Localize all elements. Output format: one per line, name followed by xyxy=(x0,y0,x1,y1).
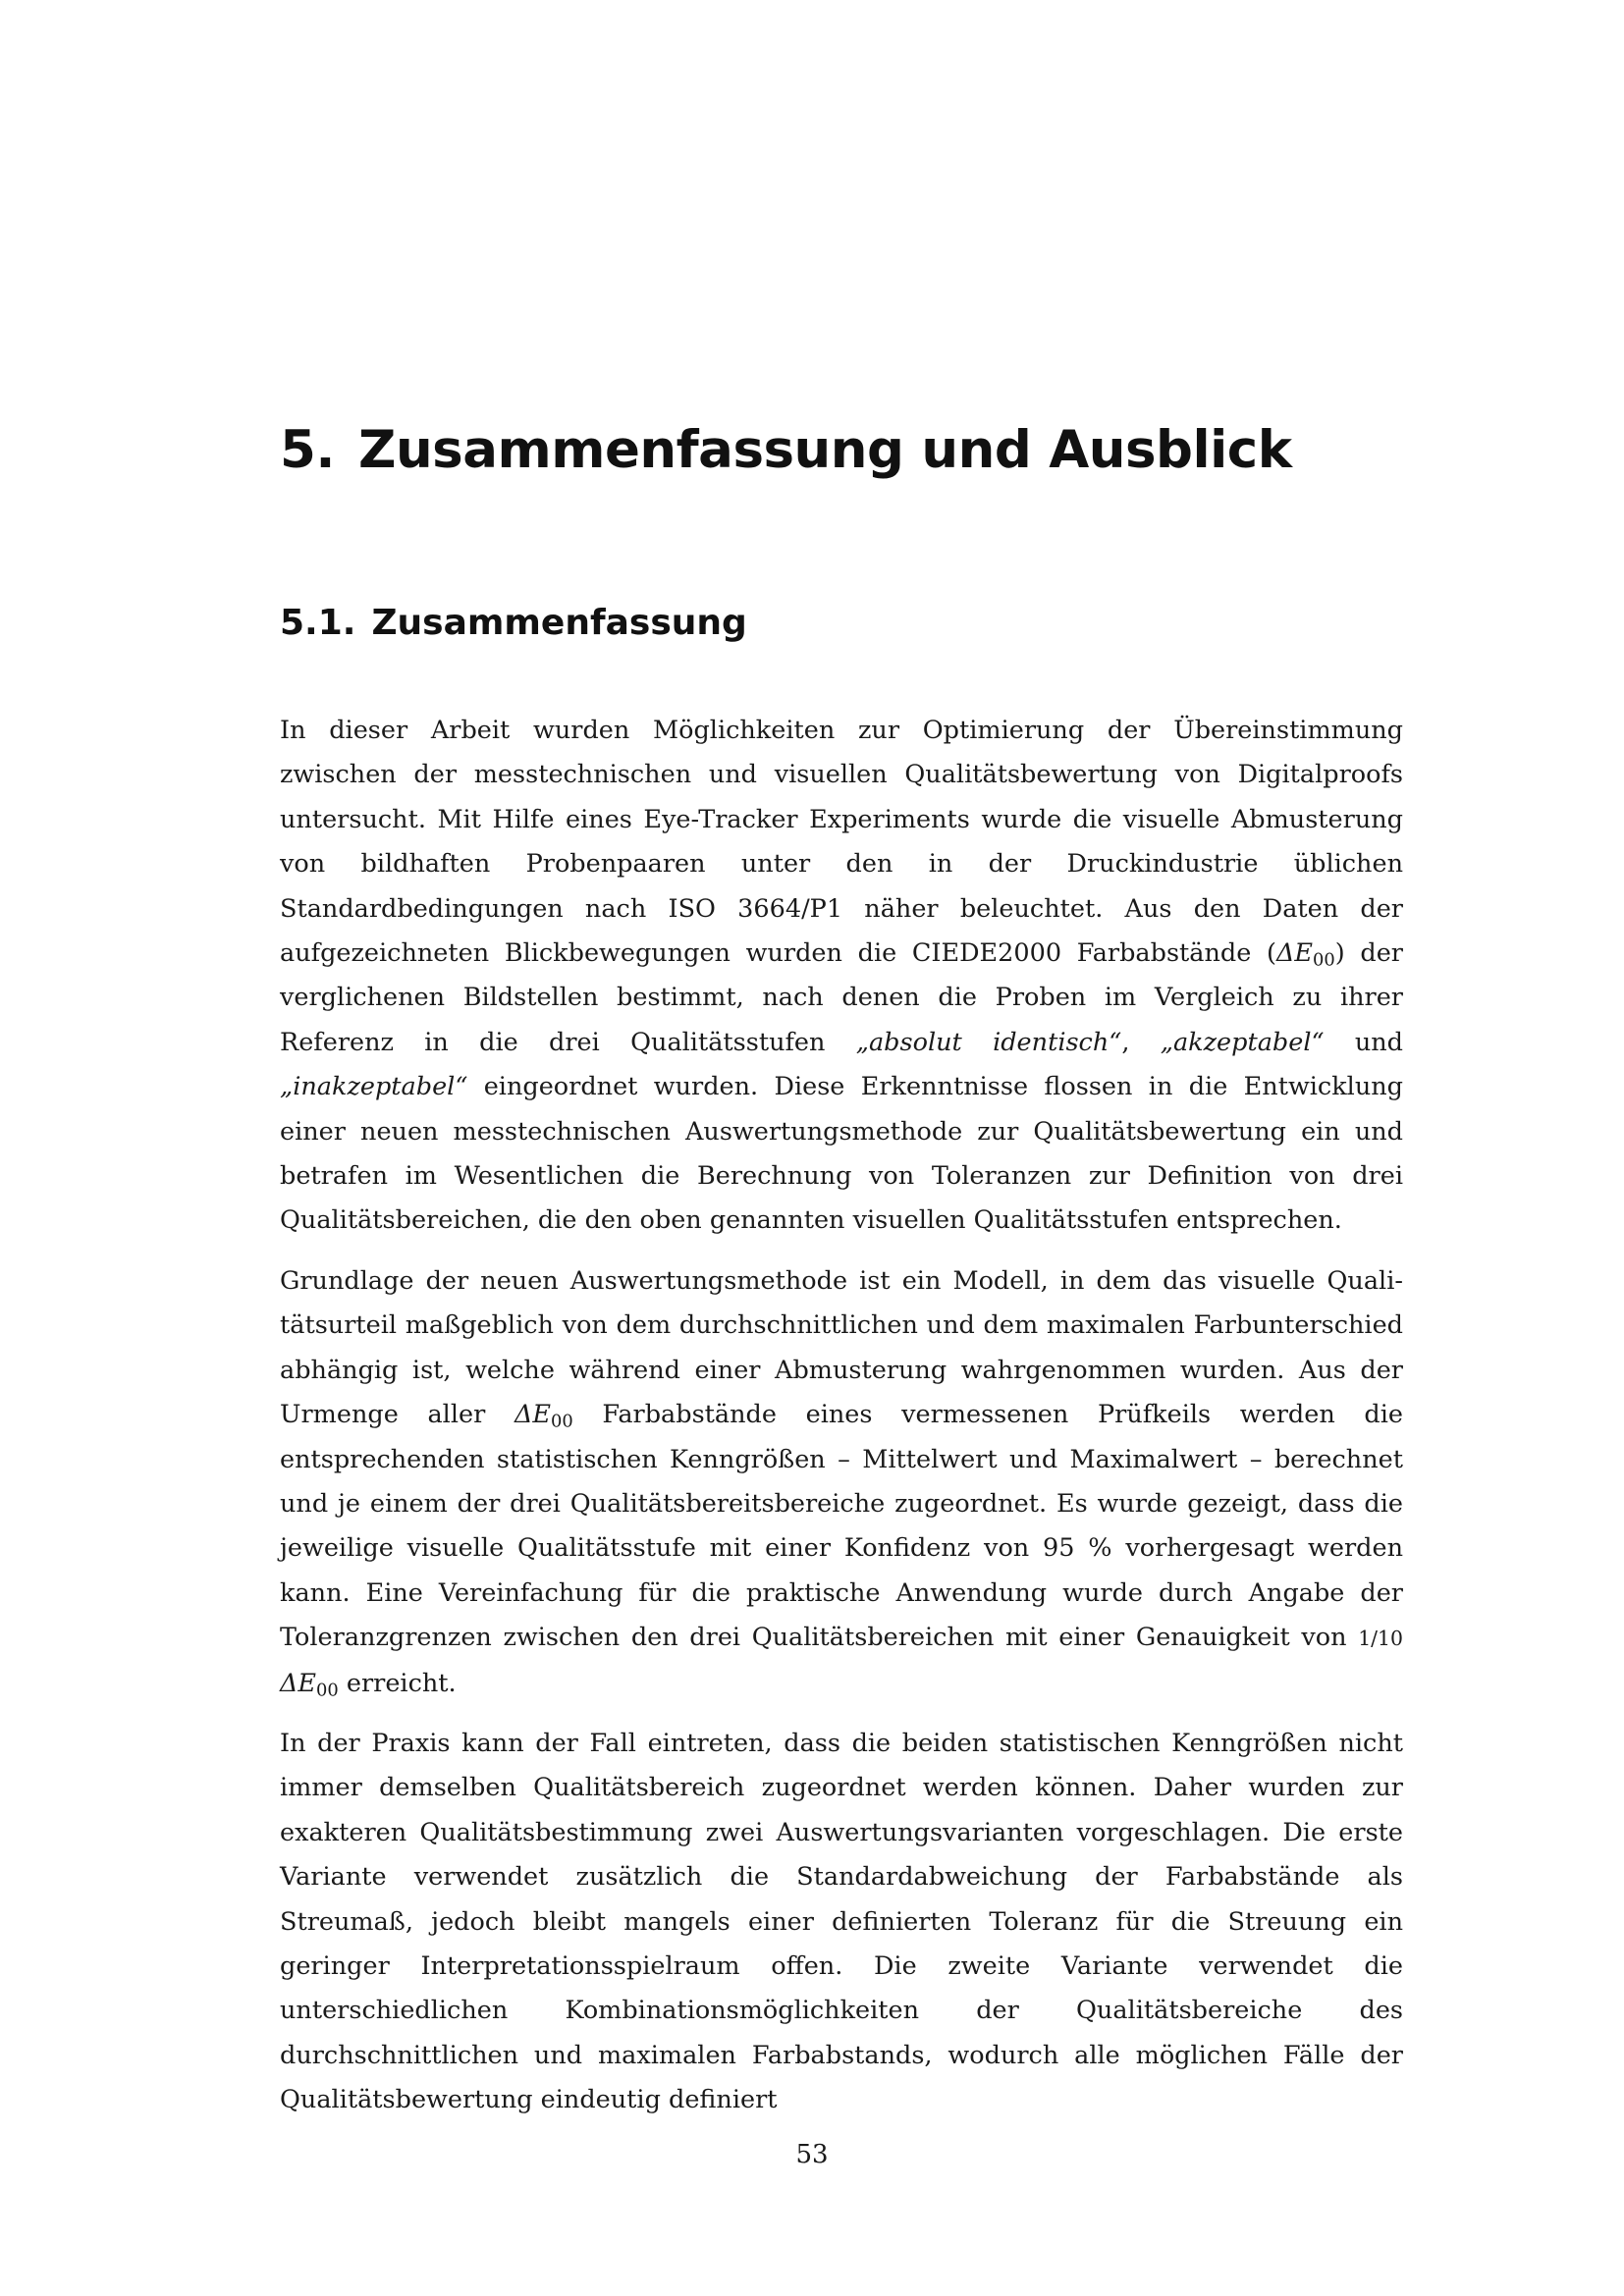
paragraph-2-part-2: Farbabstände eines vermessenen Prüfkeils werden die entsprechenden statistischen Kenngrößen – Mittelwert und Maximalwert – berechnet und je einem der drei Qualitätsbereitsbereiche zugeordnet. Es wurde gezeigt, dass die jeweilige visuelle Qualitätsstufe mit einer Konfidenz von 95 % vorhergesagt werden kann. Eine Vereinfachung für die praktische Anwendung wurde durch Angabe der Toleranzgrenzen zwischen den drei Qualitätsbereichen mit einer Genauigkeit von xyxy=(280,1400,1403,1653)
quality-level-unacceptable: „inakzeptabel“ xyxy=(280,1072,468,1102)
page-number: 53 xyxy=(795,2140,829,2169)
fraction: 1/10 xyxy=(1358,1627,1403,1651)
section-title-text: Zusammenfassung xyxy=(371,603,747,643)
paragraph-1 xyxy=(280,709,1403,1244)
chapter-number: 5. xyxy=(280,420,336,480)
paragraph-1-part-2: ) der verglichenen Bildstellen bestimmt, nach denen die Proben im Vergleich zu ihrer Referenz in die drei Qualitätsstufen xyxy=(280,938,1403,1057)
delta-e-symbol: ΔE xyxy=(280,1668,317,1698)
delta-e-subscript: 00 xyxy=(550,1411,573,1432)
delta-e-subscript: 00 xyxy=(316,1679,339,1700)
paragraph-3: In der Praxis kann der Fall eintreten, dass die beiden statistischen Kenngrößen nicht immer demselben Qualitätsbereich zugeordnet werden können. Daher wurden zur exakteren Qualitätsbestimmung zwei Auswertungsvarianten vorgeschlagen. Die erste Variante verwendet zusätzlich die Standardabweichung der Farbabstände als Streumaß, jedoch bleibt mangels einer definierten Toleranz für die Streuung ein geringer Interpretationsspielraum offen. Die zweite Variante verwendet die unterschiedlichen Kombinationsmöglichkeiten der Qualitätsbereiche des durchschnittlichen und maximalen Farbabstands, wodurch alle möglichen Fälle der Qualitätsbewertung eindeutig definiert xyxy=(280,1728,1403,2115)
quality-level-identical: „absolut identisch“ xyxy=(855,1027,1122,1057)
quality-level-acceptable: „akzeptabel“ xyxy=(1160,1027,1325,1057)
delta-e-symbol: ΔE xyxy=(514,1400,551,1430)
paragraph-2-part-1: Grundlage der neuen Auswertungsmethode ist ein Modell, in dem das visuelle Qualitätsurteil maßgeblich von dem durchschnittlichen und dem maximalen Farbunterschied abhängig ist, welche während einer Abmusterung wahrgenommen wurden. Aus der Urmenge aller xyxy=(280,1265,1403,1430)
section-number: 5.1. xyxy=(280,603,356,643)
chapter-heading xyxy=(280,420,1291,480)
separator-und: und xyxy=(1324,1027,1403,1057)
section-heading xyxy=(280,603,747,643)
paragraph-2-part-3: erreicht. xyxy=(338,1668,457,1698)
paragraph-2 xyxy=(280,1259,1403,1706)
paragraph-1-part-1: In dieser Arbeit wurden Möglichkeiten zur Optimierung der Übereinstimmung zwischen der messtechnischen und visuellen Qualitätsbewertung von Digitalproofs untersucht. Mit Hilfe eines Eye-Tracker Experiments wurde die visuelle Abmusterung von bildhaften Probenpaaren unter den in der Druckindustrie üblichen Standardbedingungen nach ISO 3664/P1 näher beleuchtet. Aus den Daten der aufgezeichneten Blickbewegungen wurden die CIEDE2000 Farbabstände ( xyxy=(280,716,1403,969)
body-text xyxy=(280,709,1403,2139)
delta-e-subscript: 00 xyxy=(1313,949,1335,971)
paragraph-1-part-3: eingeordnet wurden. Diese Erkenntnisse flossen in die Entwicklung einer neuen messtechnischen Auswertungsmethode zur Qualitätsbewertung ein und betrafen im Wesentlichen die Berechnung von Toleranzen zur Definition von drei Qualitätsbereichen, die den oben genannten visuellen Qualitätsstufen entsprechen. xyxy=(280,1072,1403,1236)
chapter-title-text: Zusammenfassung und Ausblick xyxy=(358,420,1292,480)
delta-e-symbol: ΔE xyxy=(1275,938,1314,969)
separator-comma: , xyxy=(1121,1027,1161,1057)
